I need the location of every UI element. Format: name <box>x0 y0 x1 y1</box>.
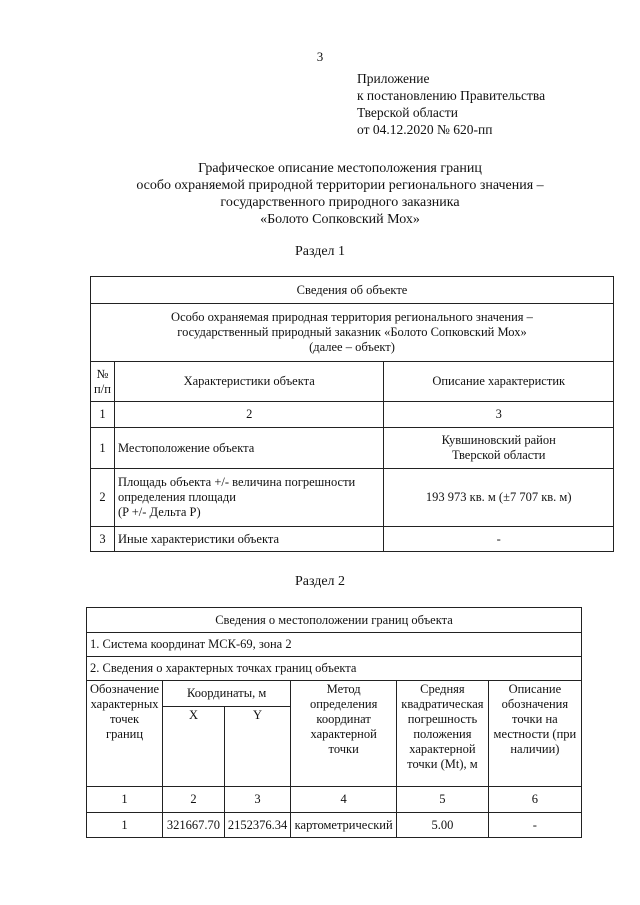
table-row <box>91 527 614 552</box>
coord-y: 2152376.34 <box>224 813 290 838</box>
header-x: X <box>163 707 225 787</box>
points-info: 2. Сведения о характерных точках границ объекта <box>87 657 582 681</box>
header-error: Средняя квадратическая погрешность положения характерной точки (Mt), м <box>397 681 489 787</box>
table-title: Сведения о местоположении границ объекта <box>87 608 582 633</box>
numbering-cell: 1 <box>91 402 115 428</box>
numbering-cell: 2 <box>163 787 225 813</box>
point-description: - <box>488 813 581 838</box>
row-characteristic <box>114 469 383 527</box>
object-description <box>91 304 614 362</box>
row-characteristic-line: Площадь объекта +/- величина погрешности <box>117 475 356 489</box>
row-description: 193 973 кв. м (±7 707 кв. м) <box>384 469 614 527</box>
row-description <box>384 428 614 469</box>
row-characteristic-line: (P +/- Дельта P) <box>117 505 201 519</box>
row-num: 1 <box>91 428 115 469</box>
appendix-block <box>357 70 627 138</box>
title-line: Графическое описание местоположения границ <box>198 161 482 176</box>
appendix-line: Тверской области <box>357 105 458 120</box>
row-characteristic: Местоположение объекта <box>114 428 383 469</box>
numbering-cell: 2 <box>114 402 383 428</box>
section1-heading: Раздел 1 <box>294 244 346 259</box>
appendix-line: Приложение <box>357 71 430 86</box>
row-num: 3 <box>91 527 115 552</box>
document-title <box>40 160 640 228</box>
numbering-cell: 1 <box>87 787 163 813</box>
numbering-cell: 3 <box>384 402 614 428</box>
boundary-table <box>86 607 582 838</box>
object-line: (далее – объект) <box>309 340 395 354</box>
title-line: «Болото Сопковский Мох» <box>260 212 420 227</box>
table-row <box>91 428 614 469</box>
title-line: особо охраняемой природной территории регионального значения – <box>136 178 544 193</box>
error-value: 5.00 <box>397 813 489 838</box>
row-description-line: Тверской области <box>451 448 546 462</box>
section2-heading: Раздел 2 <box>294 574 346 589</box>
header-description: Описание характеристик <box>384 362 614 402</box>
table-row <box>91 469 614 527</box>
header-method: Метод определения координат характерной точки <box>291 681 397 787</box>
header-num: № п/п <box>91 362 115 402</box>
header-coords: Координаты, м <box>163 681 291 707</box>
numbering-cell: 3 <box>224 787 290 813</box>
numbering-cell: 4 <box>291 787 397 813</box>
point-id: 1 <box>87 813 163 838</box>
appendix-line: к постановлению Правительства <box>357 88 546 103</box>
row-description-line: Кувшиновский район <box>441 433 556 447</box>
row-characteristic: Иные характеристики объекта <box>114 527 383 552</box>
coordinate-system: 1. Система координат МСК-69, зона 2 <box>87 633 582 657</box>
row-num: 2 <box>91 469 115 527</box>
page-number: 3 <box>316 49 324 64</box>
header-characteristics: Характеристики объекта <box>114 362 383 402</box>
row-description: - <box>384 527 614 552</box>
header-point: Обозначение характерных точек границ <box>87 681 163 787</box>
method: картометрический <box>291 813 397 838</box>
row-characteristic-line: определения площади <box>117 490 236 504</box>
header-point-description: Описание обозначения точки на местности (при наличии) <box>488 681 581 787</box>
object-info-table <box>90 276 614 552</box>
numbering-cell: 6 <box>488 787 581 813</box>
object-line: государственный природный заказник «Болото Сопковский Мох» <box>177 325 527 339</box>
appendix-line: от 04.12.2020 № 620-пп <box>357 122 493 137</box>
title-line: государственного природного заказника <box>220 195 460 210</box>
numbering-cell: 5 <box>397 787 489 813</box>
coord-x: 321667.70 <box>163 813 225 838</box>
table-row <box>87 813 582 838</box>
header-y: Y <box>224 707 290 787</box>
object-line: Особо охраняемая природная территория регионального значения – <box>171 310 533 324</box>
table-title: Сведения об объекте <box>91 277 614 304</box>
